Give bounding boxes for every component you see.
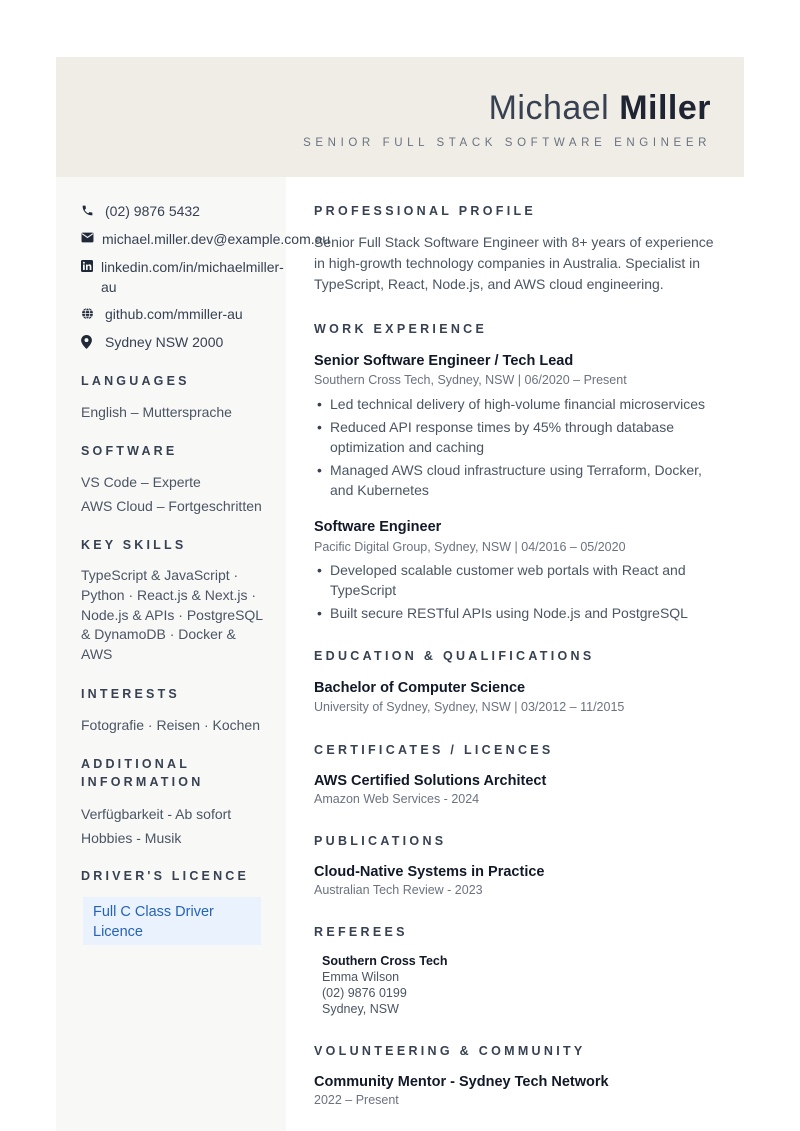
publication-meta: Australian Tech Review - 2023 xyxy=(314,883,483,897)
publication-title: Cloud-Native Systems in Practice xyxy=(314,864,545,880)
certificate-meta: Amazon Web Services - 2024 xyxy=(314,792,480,806)
job-meta: Pacific Digital Group, Sydney, NSW | 04/2016 – 05/2020 xyxy=(314,540,626,554)
software-item: AWS Cloud – Fortgeschritten xyxy=(81,498,262,514)
list-item: • Built secure RESTful APIs using Node.js and PostgreSQL xyxy=(314,603,724,623)
referee-location: Sydney, NSW xyxy=(322,1002,399,1016)
key-skills-heading: KEY SKILLS xyxy=(81,538,187,552)
job-bullets xyxy=(314,560,724,626)
linkedin-icon xyxy=(81,257,101,297)
degree-title: Bachelor of Computer Science xyxy=(314,680,526,696)
mail-icon xyxy=(81,229,102,249)
languages-heading: LANGUAGES xyxy=(81,374,190,388)
email-link[interactable]: michael.miller.dev@example.com.au xyxy=(102,231,331,247)
job-title: Software Engineer xyxy=(314,519,442,535)
publications-heading: PUBLICATIONS xyxy=(314,834,447,848)
additional-info-item: Hobbies - Musik xyxy=(81,830,182,846)
linkedin-link[interactable]: linkedin.com/in/michaelmiller- au xyxy=(101,259,284,295)
interests-heading: INTERESTS xyxy=(81,687,180,701)
software-heading: SOFTWARE xyxy=(81,444,178,458)
volunteering-heading: VOLUNTEERING & COMMUNITY xyxy=(314,1044,586,1058)
contact-linkedin xyxy=(81,257,284,297)
job-title-subtitle: SENIOR FULL STACK SOFTWARE ENGINEER xyxy=(303,137,711,149)
drivers-licence-heading: DRIVER'S LICENCE xyxy=(81,869,250,883)
referee-card xyxy=(322,953,447,1017)
contact-phone: (02) 9876 5432 xyxy=(81,201,200,221)
resume-header xyxy=(56,57,744,177)
referees-heading: REFEREES xyxy=(314,925,408,939)
list-item: • Reduced API response times by 45% through database optimization and caching xyxy=(314,417,724,457)
interests-text: Fotografie · Reisen · Kochen xyxy=(81,717,260,733)
drivers-licence-badge: Full C Class Driver Licence xyxy=(83,897,261,945)
list-item: • Developed scalable customer web portals with React and TypeScript xyxy=(314,560,724,600)
profile-text: Senior Full Stack Software Engineer with 8+ years of experience in high-growth technology companies in Australia. Specialist in TypeScript, React, Node.js, and AWS cloud engineering. xyxy=(314,234,714,292)
list-item: • Led technical delivery of high-volume financial microservices xyxy=(314,394,724,414)
profile-heading: PROFESSIONAL PROFILE xyxy=(314,204,537,218)
volunteering-meta: 2022 – Present xyxy=(314,1093,399,1107)
last-name: Miller xyxy=(619,89,711,127)
phone-icon xyxy=(81,201,105,221)
globe-icon xyxy=(81,304,105,324)
job-bullets xyxy=(314,394,724,503)
degree-meta: University of Sydney, Sydney, NSW | 03/2012 – 11/2015 xyxy=(314,700,625,714)
referee-company: Southern Cross Tech xyxy=(322,954,448,968)
list-item: • Managed AWS cloud infrastructure using Terraform, Docker, and Kubernetes xyxy=(314,460,724,500)
resume-page xyxy=(56,57,744,1131)
candidate-name xyxy=(489,88,711,128)
first-name: Michael xyxy=(488,89,610,127)
experience-heading: WORK EXPERIENCE xyxy=(314,322,488,336)
software-item: VS Code – Experte xyxy=(81,474,201,490)
key-skills-text: TypeScript & JavaScript · Python · React.js & Next.js · Node.js & APIs · PostgreSQL & DynamoDB · Docker & AWS xyxy=(81,567,263,663)
certificates-heading: CERTIFICATES / LICENCES xyxy=(314,743,554,757)
contact-email xyxy=(81,229,330,249)
github-link[interactable]: github.com/mmiller-au xyxy=(105,306,243,322)
volunteering-title: Community Mentor - Sydney Tech Network xyxy=(314,1074,609,1090)
contact-location: Sydney NSW 2000 xyxy=(81,332,223,352)
additional-info-heading: ADDITIONAL INFORMATION xyxy=(81,757,204,789)
additional-info-item: Verfügbarkeit - Ab sofort xyxy=(81,806,232,822)
contact-github xyxy=(81,304,243,324)
education-heading: EDUCATION & QUALIFICATIONS xyxy=(314,649,595,663)
job-title: Senior Software Engineer / Tech Lead xyxy=(314,353,574,369)
referee-phone: (02) 9876 0199 xyxy=(322,986,407,1000)
job-meta: Southern Cross Tech, Sydney, NSW | 06/2020 – Present xyxy=(314,373,627,387)
sidebar xyxy=(56,177,331,1131)
referee-name: Emma Wilson xyxy=(322,970,400,984)
location-pin-icon xyxy=(81,332,105,352)
certificate-title: AWS Certified Solutions Architect xyxy=(314,773,547,789)
language-item: English – Muttersprache xyxy=(81,404,232,420)
